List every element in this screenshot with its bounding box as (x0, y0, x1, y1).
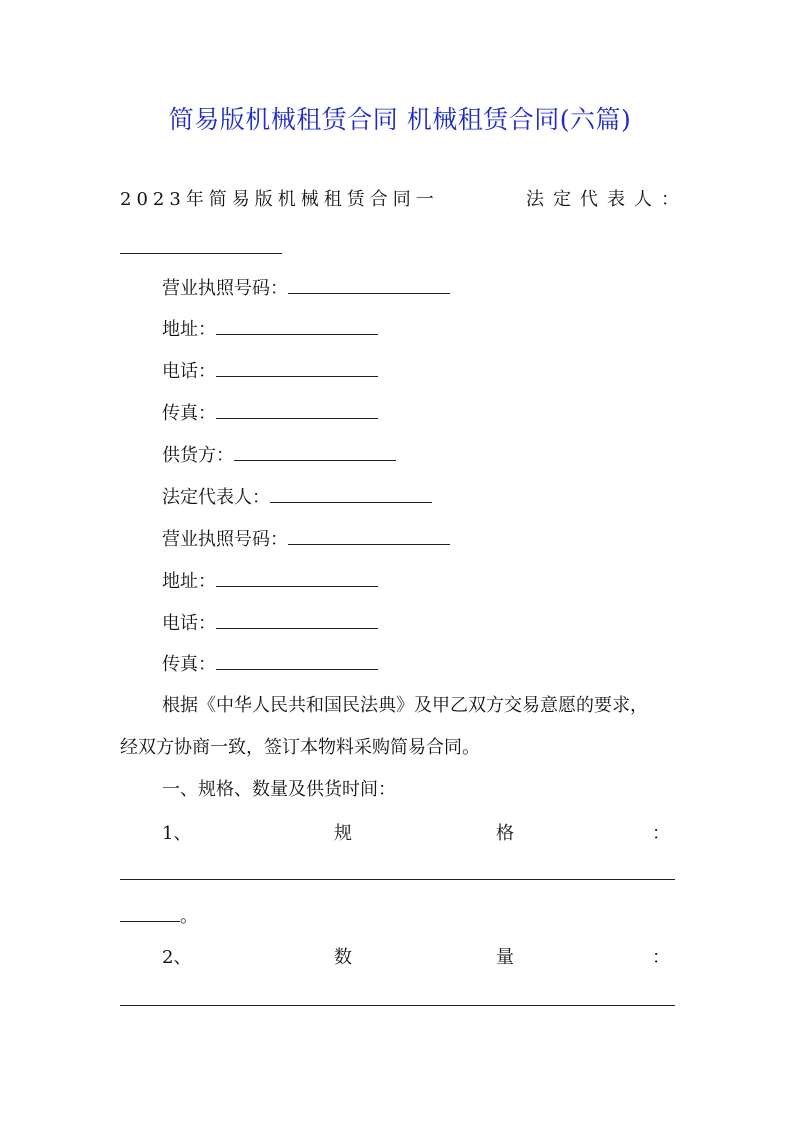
legal-rep-line-2 (162, 485, 432, 510)
paragraph-line-2: 经双方协商一致，签订本物料采购简易合同。 (120, 737, 480, 758)
phone-blank-1 (216, 359, 378, 377)
item2-label-char-b: 量 (496, 947, 514, 968)
item2-number: 2、 (162, 947, 192, 968)
license-label-2: 营业执照号码： (162, 529, 288, 550)
address-label-2: 地址： (162, 571, 216, 592)
address-blank-1 (216, 317, 378, 335)
fax-line-2 (162, 652, 378, 677)
legal-rep-blank-1 (120, 236, 282, 261)
phone-label-1: 电话： (162, 361, 216, 382)
supplier-line (162, 443, 396, 468)
phone-line-2 (162, 611, 378, 636)
license-blank-2 (288, 527, 450, 545)
legal-rep-label-1: 法定代表人： (526, 189, 688, 210)
fax-label-1: 传真： (162, 403, 216, 424)
item1-label-char-a: 规 (334, 823, 352, 844)
fax-label-2: 传真： (162, 654, 216, 675)
item1-blank-tail (120, 904, 198, 929)
section-heading-1: 一、规格、数量及供货时间： (162, 779, 396, 800)
legal-rep-blank-2 (270, 485, 432, 503)
legal-rep-label-2: 法定代表人： (162, 487, 270, 508)
item2-label-char-a: 数 (334, 947, 352, 968)
address-blank-2 (216, 569, 378, 587)
license-blank-1 (288, 276, 450, 294)
contract-heading: 2023年简易版机械租赁合同一 (120, 189, 439, 210)
paragraph-line-1: 根据《中华人民共和国民法典》及甲乙双方交易意愿的要求， (162, 695, 648, 716)
item1-blank-line (120, 862, 675, 887)
address-label-1: 地址： (162, 319, 216, 340)
license-label-1: 营业执照号码： (162, 278, 288, 299)
address-line-2 (162, 569, 378, 594)
item1-number: 1、 (162, 823, 192, 844)
item1-label-char-b: 格 (496, 823, 514, 844)
phone-line-1 (162, 359, 378, 384)
fax-blank-1 (216, 401, 378, 419)
license-line-2 (162, 527, 450, 552)
item1-colon: ： (652, 823, 670, 844)
supplier-label: 供货方： (162, 445, 234, 466)
address-line-1 (162, 317, 378, 342)
fax-line-1 (162, 401, 378, 426)
supplier-blank (234, 443, 396, 461)
item2-blank-line (120, 988, 675, 1013)
license-line-1 (162, 276, 450, 301)
phone-label-2: 电话： (162, 613, 216, 634)
item2-colon: ： (652, 947, 670, 968)
fax-blank-2 (216, 652, 378, 670)
item1-period: 。 (180, 906, 198, 927)
phone-blank-2 (216, 611, 378, 629)
document-title: 简易版机械租赁合同 机械租赁合同(六篇) (168, 105, 632, 134)
